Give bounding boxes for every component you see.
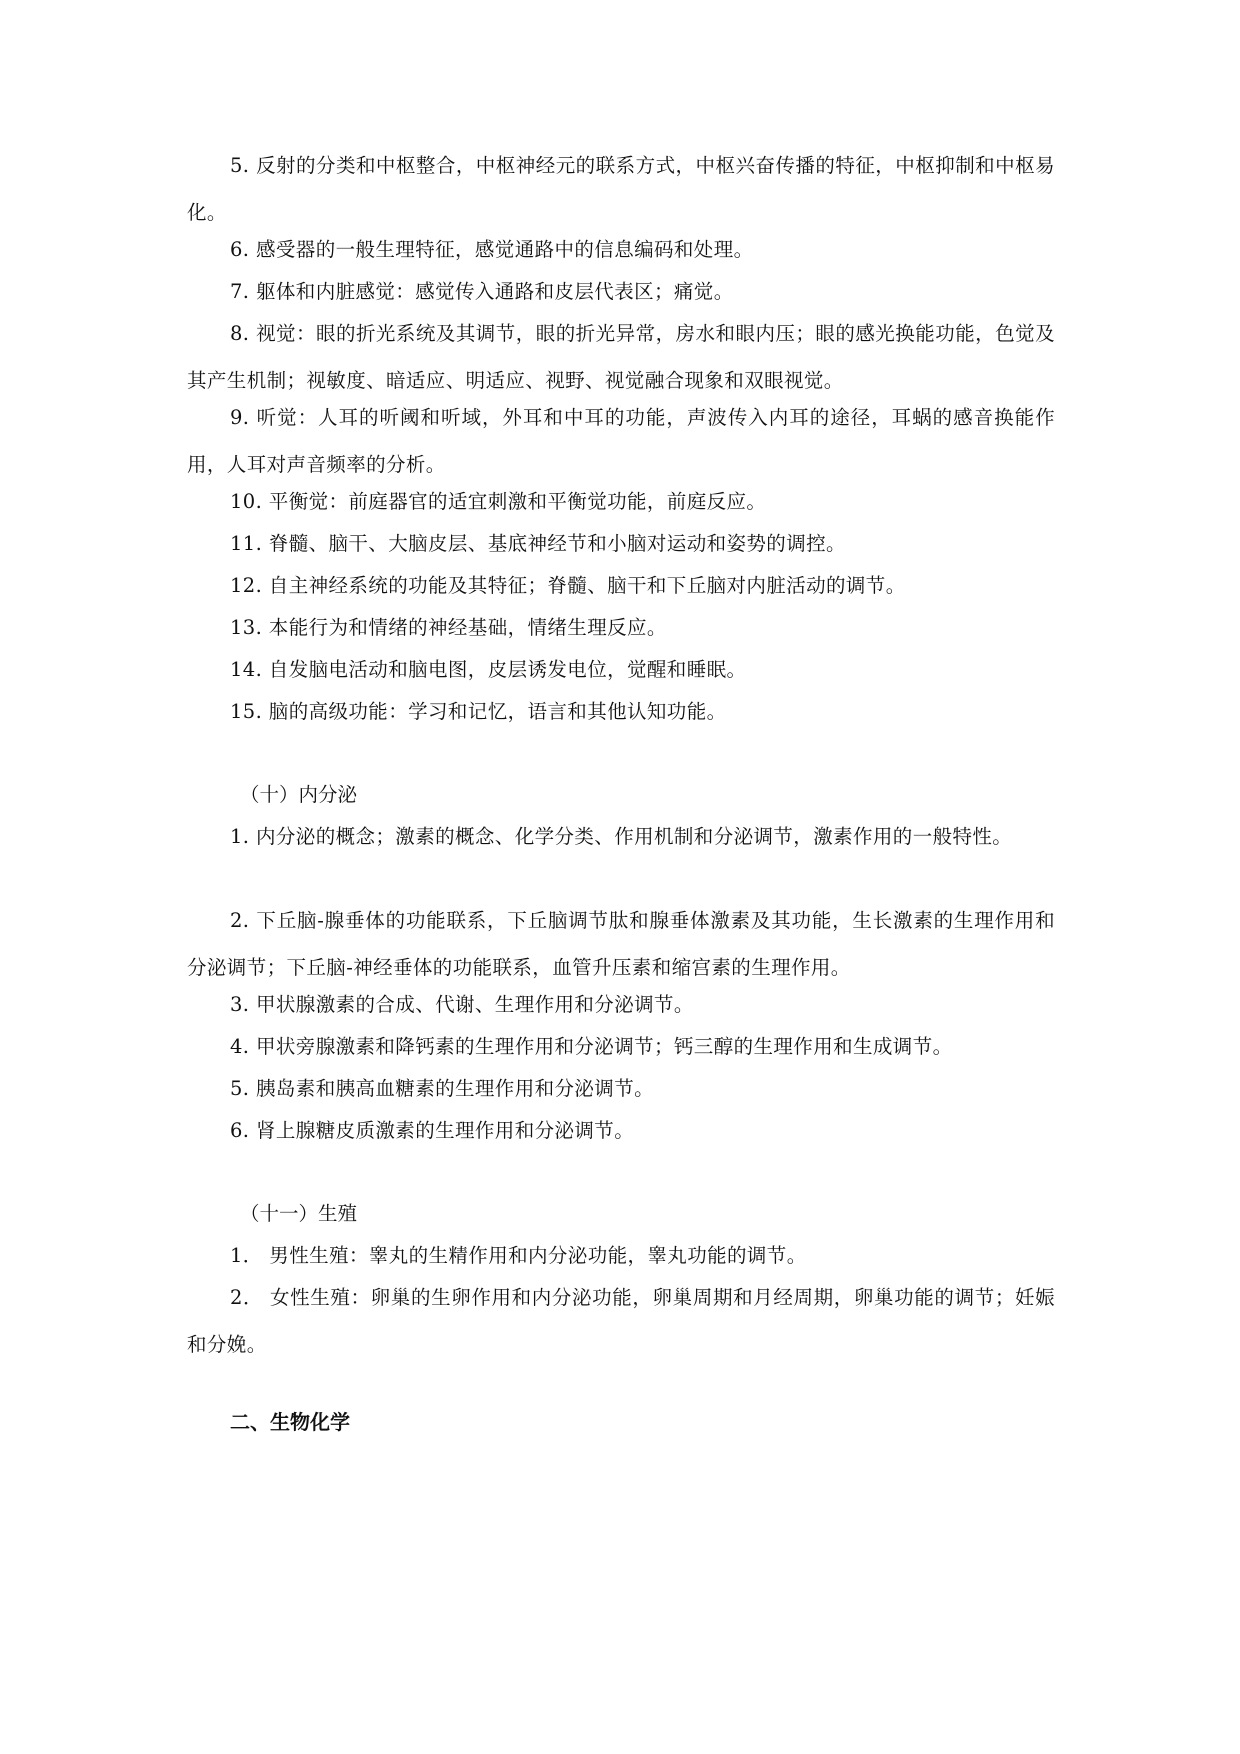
list-item: 3. 甲状腺激素的合成、代谢、生理作用和分泌调节。 — [230, 993, 694, 1016]
list-item: 5. 反射的分类和中枢整合，中枢神经元的联系方式，中枢兴奋传播的特征，中枢抑制和中枢易化。 — [187, 154, 1055, 224]
list-item: 8. 视觉：眼的折光系统及其调节，眼的折光异常，房水和眼内压；眼的感光换能功能，色觉及其产生机制；视敏度、暗适应、明适应、视野、视觉融合现象和双眼视觉。 — [187, 322, 1055, 392]
section-heading-endocrine: （十）内分泌 — [240, 783, 358, 806]
list-item: 6. 肾上腺糖皮质激素的生理作用和分泌调节。 — [230, 1119, 635, 1142]
section-heading-reproduction: （十一）生殖 — [240, 1202, 358, 1225]
list-item: 7. 躯体和内脏感觉：感觉传入通路和皮层代表区；痛觉。 — [230, 280, 734, 303]
list-item: 2. 下丘脑-腺垂体的功能联系，下丘脑调节肽和腺垂体激素及其功能，生长激素的生理作用和分泌调节；下丘脑-神经垂体的功能联系，血管升压素和缩宫素的生理作用。 — [187, 909, 1055, 979]
list-item: 1. 内分泌的概念；激素的概念、化学分类、作用机制和分泌调节，激素作用的一般特性。 — [230, 825, 1013, 848]
list-item: 15. 脑的高级功能：学习和记忆，语言和其他认知功能。 — [230, 700, 727, 723]
list-item: 12. 自主神经系统的功能及其特征；脊髓、脑干和下丘脑对内脏活动的调节。 — [230, 574, 906, 597]
list-item: 9. 听觉：人耳的听阈和听域，外耳和中耳的功能，声波传入内耳的途径，耳蜗的感音换能作用，人耳对声音频率的分析。 — [187, 406, 1055, 476]
list-item: 2． 女性生殖：卵巢的生卵作用和内分泌功能，卵巢周期和月经周期，卵巢功能的调节；妊娠和分娩。 — [187, 1286, 1055, 1356]
list-item: 13. 本能行为和情绪的神经基础，情绪生理反应。 — [230, 616, 667, 639]
list-item: 6. 感受器的一般生理特征，感觉通路中的信息编码和处理。 — [230, 238, 754, 261]
list-item: 1． 男性生殖：睾丸的生精作用和内分泌功能，睾丸功能的调节。 — [230, 1244, 807, 1267]
list-item: 5. 胰岛素和胰高血糖素的生理作用和分泌调节。 — [230, 1077, 655, 1100]
list-item: 4. 甲状旁腺激素和降钙素的生理作用和分泌调节；钙三醇的生理作用和生成调节。 — [230, 1035, 953, 1058]
list-item: 10. 平衡觉：前庭器官的适宜刺激和平衡觉功能，前庭反应。 — [230, 490, 767, 513]
section-title-biochemistry: 二、生物化学 — [230, 1410, 350, 1434]
list-item: 11. 脊髓、脑干、大脑皮层、基底神经节和小脑对运动和姿势的调控。 — [230, 532, 846, 555]
list-item: 14. 自发脑电活动和脑电图，皮层诱发电位，觉醒和睡眠。 — [230, 658, 747, 681]
